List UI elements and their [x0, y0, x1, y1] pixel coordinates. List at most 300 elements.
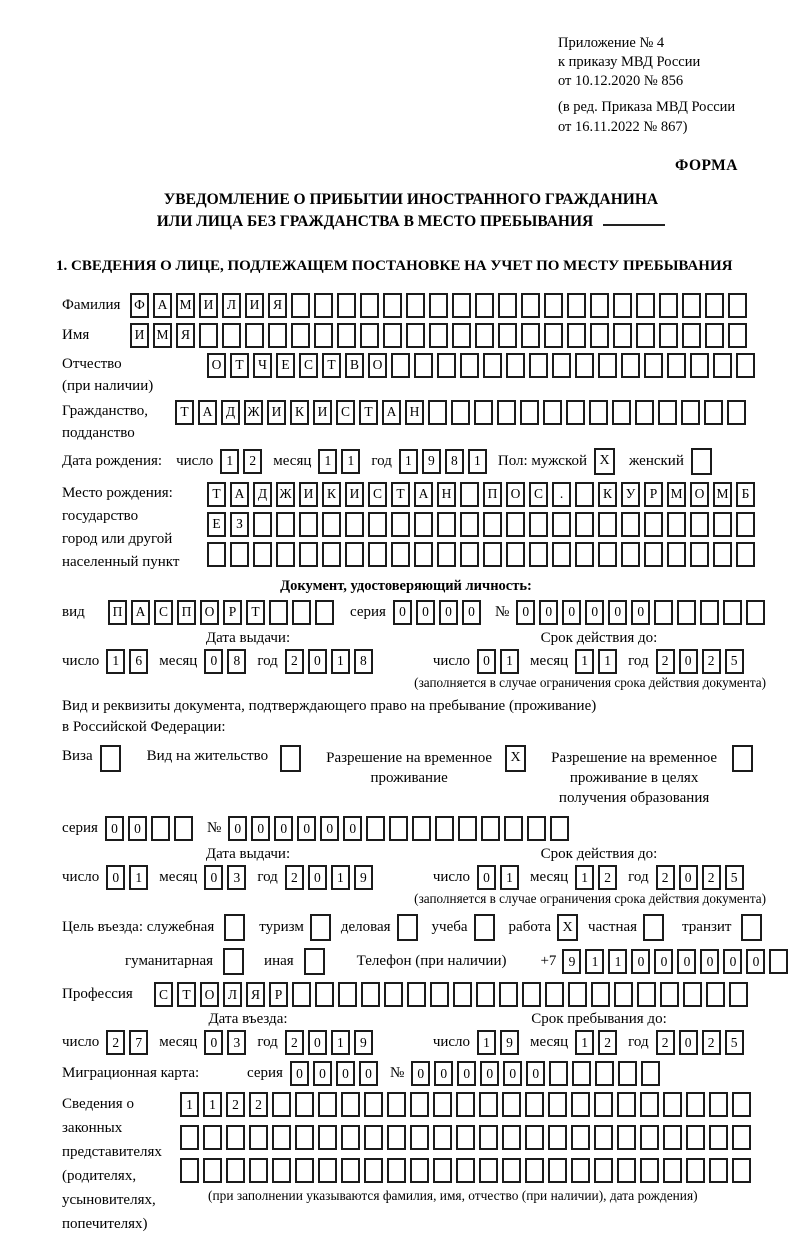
char-cell[interactable] — [621, 542, 640, 567]
char-cell[interactable]: 6 — [129, 649, 148, 674]
char-cell[interactable] — [663, 1092, 682, 1117]
char-cell[interactable]: А — [230, 482, 249, 507]
char-cell[interactable] — [269, 600, 288, 625]
char-cell[interactable]: Р — [269, 982, 288, 1007]
char-cell[interactable] — [525, 1092, 544, 1117]
char-cell[interactable]: 2 — [285, 865, 304, 890]
char-cell[interactable] — [180, 1125, 199, 1150]
char-cell[interactable]: М — [667, 482, 686, 507]
char-cell[interactable] — [682, 323, 701, 348]
char-cell[interactable] — [276, 542, 295, 567]
char-cell[interactable] — [318, 1125, 337, 1150]
char-cell[interactable]: 2 — [702, 1030, 721, 1055]
char-cell[interactable] — [435, 816, 454, 841]
char-cell[interactable]: 1 — [608, 949, 627, 974]
char-cell[interactable] — [522, 982, 541, 1007]
char-cell[interactable]: 1 — [106, 649, 125, 674]
char-cell[interactable] — [410, 1125, 429, 1150]
char-cell[interactable] — [567, 323, 586, 348]
char-cell[interactable] — [391, 512, 410, 537]
char-cell[interactable]: И — [130, 323, 149, 348]
char-cell[interactable]: А — [131, 600, 150, 625]
char-cell[interactable]: X — [557, 914, 578, 941]
char-cell[interactable] — [598, 542, 617, 567]
char-cell[interactable] — [736, 512, 755, 537]
char-cell[interactable] — [230, 542, 249, 567]
char-cell[interactable] — [690, 353, 709, 378]
char-cell[interactable] — [525, 1158, 544, 1183]
char-cell[interactable]: Ж — [276, 482, 295, 507]
char-cell[interactable] — [741, 914, 762, 941]
char-cell[interactable] — [315, 982, 334, 1007]
char-cell[interactable]: 0 — [343, 816, 362, 841]
char-cell[interactable] — [383, 323, 402, 348]
char-cell[interactable] — [456, 1158, 475, 1183]
char-cell[interactable]: Я — [268, 293, 287, 318]
char-cell[interactable]: Е — [276, 353, 295, 378]
char-cell[interactable] — [613, 293, 632, 318]
char-cell[interactable] — [383, 293, 402, 318]
char-cell[interactable]: 0 — [477, 865, 496, 890]
char-cell[interactable]: 0 — [700, 949, 719, 974]
char-cell[interactable]: 2 — [656, 649, 675, 674]
char-cell[interactable] — [314, 293, 333, 318]
char-cell[interactable] — [502, 1125, 521, 1150]
char-cell[interactable]: 0 — [308, 865, 327, 890]
char-cell[interactable]: 0 — [204, 1030, 223, 1055]
char-cell[interactable]: И — [199, 293, 218, 318]
char-cell[interactable]: 1 — [129, 865, 148, 890]
char-cell[interactable]: С — [299, 353, 318, 378]
char-cell[interactable]: Я — [246, 982, 265, 1007]
char-cell[interactable] — [686, 1158, 705, 1183]
char-cell[interactable] — [617, 1092, 636, 1117]
char-cell[interactable]: Ж — [244, 400, 263, 425]
char-cell[interactable]: 1 — [575, 865, 594, 890]
char-cell[interactable]: К — [290, 400, 309, 425]
char-cell[interactable] — [640, 1092, 659, 1117]
char-cell[interactable] — [476, 982, 495, 1007]
char-cell[interactable] — [643, 914, 664, 941]
char-cell[interactable] — [728, 323, 747, 348]
char-cell[interactable] — [345, 512, 364, 537]
char-cell[interactable] — [391, 542, 410, 567]
char-cell[interactable] — [502, 1158, 521, 1183]
char-cell[interactable] — [663, 1125, 682, 1150]
char-cell[interactable] — [641, 1061, 660, 1086]
char-cell[interactable] — [504, 816, 523, 841]
char-cell[interactable]: 1 — [477, 1030, 496, 1055]
char-cell[interactable]: И — [299, 482, 318, 507]
char-cell[interactable] — [318, 1158, 337, 1183]
char-cell[interactable] — [644, 353, 663, 378]
char-cell[interactable] — [295, 1158, 314, 1183]
char-cell[interactable] — [728, 293, 747, 318]
char-cell[interactable] — [364, 1092, 383, 1117]
char-cell[interactable] — [292, 600, 311, 625]
char-cell[interactable] — [635, 400, 654, 425]
char-cell[interactable] — [479, 1125, 498, 1150]
char-cell[interactable]: 2 — [656, 865, 675, 890]
char-cell[interactable] — [460, 353, 479, 378]
char-cell[interactable] — [304, 948, 325, 975]
char-cell[interactable] — [691, 448, 712, 475]
char-cell[interactable]: Т — [391, 482, 410, 507]
char-cell[interactable] — [575, 482, 594, 507]
char-cell[interactable] — [223, 948, 244, 975]
char-cell[interactable] — [268, 323, 287, 348]
char-cell[interactable]: 5 — [725, 649, 744, 674]
char-cell[interactable] — [226, 1125, 245, 1150]
char-cell[interactable] — [389, 816, 408, 841]
char-cell[interactable]: 1 — [220, 449, 239, 474]
char-cell[interactable] — [502, 1092, 521, 1117]
char-cell[interactable] — [525, 1125, 544, 1150]
char-cell[interactable]: 0 — [723, 949, 742, 974]
char-cell[interactable] — [199, 323, 218, 348]
char-cell[interactable]: 5 — [725, 865, 744, 890]
char-cell[interactable] — [640, 1158, 659, 1183]
char-cell[interactable] — [618, 1061, 637, 1086]
char-cell[interactable]: 0 — [608, 600, 627, 625]
char-cell[interactable]: Д — [221, 400, 240, 425]
char-cell[interactable] — [430, 982, 449, 1007]
char-cell[interactable]: 1 — [341, 449, 360, 474]
char-cell[interactable] — [729, 982, 748, 1007]
char-cell[interactable] — [550, 816, 569, 841]
char-cell[interactable]: 0 — [274, 816, 293, 841]
char-cell[interactable]: 0 — [631, 949, 650, 974]
char-cell[interactable] — [483, 542, 502, 567]
char-cell[interactable] — [207, 542, 226, 567]
char-cell[interactable] — [474, 914, 495, 941]
char-cell[interactable]: 2 — [656, 1030, 675, 1055]
char-cell[interactable]: 9 — [354, 865, 373, 890]
char-cell[interactable] — [337, 323, 356, 348]
char-cell[interactable] — [595, 1061, 614, 1086]
char-cell[interactable]: 1 — [500, 649, 519, 674]
char-cell[interactable] — [391, 353, 410, 378]
char-cell[interactable]: 1 — [575, 649, 594, 674]
char-cell[interactable] — [406, 323, 425, 348]
char-cell[interactable] — [364, 1158, 383, 1183]
char-cell[interactable] — [705, 323, 724, 348]
char-cell[interactable]: 0 — [251, 816, 270, 841]
char-cell[interactable] — [474, 400, 493, 425]
char-cell[interactable]: 0 — [204, 649, 223, 674]
char-cell[interactable] — [174, 816, 193, 841]
char-cell[interactable]: З — [230, 512, 249, 537]
char-cell[interactable] — [686, 1125, 705, 1150]
char-cell[interactable] — [406, 293, 425, 318]
char-cell[interactable] — [272, 1158, 291, 1183]
char-cell[interactable]: . — [552, 482, 571, 507]
char-cell[interactable] — [338, 982, 357, 1007]
char-cell[interactable] — [452, 323, 471, 348]
char-cell[interactable] — [594, 1125, 613, 1150]
char-cell[interactable] — [660, 982, 679, 1007]
char-cell[interactable] — [341, 1092, 360, 1117]
char-cell[interactable] — [732, 745, 753, 772]
char-cell[interactable]: В — [345, 353, 364, 378]
char-cell[interactable] — [545, 982, 564, 1007]
char-cell[interactable] — [151, 816, 170, 841]
char-cell[interactable]: 3 — [227, 1030, 246, 1055]
char-cell[interactable]: Н — [437, 482, 456, 507]
char-cell[interactable] — [571, 1092, 590, 1117]
char-cell[interactable]: П — [483, 482, 502, 507]
char-cell[interactable] — [529, 353, 548, 378]
char-cell[interactable] — [429, 323, 448, 348]
char-cell[interactable] — [527, 816, 546, 841]
char-cell[interactable]: 0 — [228, 816, 247, 841]
char-cell[interactable] — [452, 293, 471, 318]
char-cell[interactable] — [249, 1158, 268, 1183]
char-cell[interactable]: К — [322, 482, 341, 507]
char-cell[interactable] — [414, 542, 433, 567]
char-cell[interactable] — [499, 982, 518, 1007]
char-cell[interactable]: 0 — [526, 1061, 545, 1086]
char-cell[interactable] — [410, 1092, 429, 1117]
char-cell[interactable]: 2 — [106, 1030, 125, 1055]
char-cell[interactable]: И — [313, 400, 332, 425]
char-cell[interactable]: Т — [230, 353, 249, 378]
char-cell[interactable] — [552, 542, 571, 567]
char-cell[interactable]: Д — [253, 482, 272, 507]
char-cell[interactable] — [746, 600, 765, 625]
char-cell[interactable]: Л — [222, 293, 241, 318]
char-cell[interactable]: 0 — [654, 949, 673, 974]
char-cell[interactable]: 9 — [422, 449, 441, 474]
char-cell[interactable] — [453, 982, 472, 1007]
char-cell[interactable] — [180, 1158, 199, 1183]
char-cell[interactable] — [640, 1125, 659, 1150]
char-cell[interactable]: 5 — [725, 1030, 744, 1055]
char-cell[interactable]: Н — [405, 400, 424, 425]
char-cell[interactable] — [677, 600, 696, 625]
char-cell[interactable] — [544, 293, 563, 318]
char-cell[interactable] — [361, 982, 380, 1007]
char-cell[interactable] — [612, 400, 631, 425]
char-cell[interactable]: 0 — [297, 816, 316, 841]
char-cell[interactable]: 1 — [468, 449, 487, 474]
char-cell[interactable] — [291, 323, 310, 348]
char-cell[interactable] — [506, 512, 525, 537]
char-cell[interactable]: 2 — [249, 1092, 268, 1117]
char-cell[interactable] — [498, 323, 517, 348]
char-cell[interactable] — [295, 1092, 314, 1117]
char-cell[interactable] — [433, 1092, 452, 1117]
char-cell[interactable] — [384, 982, 403, 1007]
char-cell[interactable] — [314, 323, 333, 348]
char-cell[interactable] — [568, 982, 587, 1007]
char-cell[interactable]: X — [505, 745, 526, 772]
char-cell[interactable]: Т — [359, 400, 378, 425]
char-cell[interactable]: 0 — [416, 600, 435, 625]
char-cell[interactable]: 0 — [313, 1061, 332, 1086]
char-cell[interactable]: 2 — [285, 649, 304, 674]
char-cell[interactable] — [310, 914, 331, 941]
char-cell[interactable] — [451, 400, 470, 425]
char-cell[interactable] — [253, 542, 272, 567]
char-cell[interactable] — [387, 1092, 406, 1117]
char-cell[interactable]: С — [336, 400, 355, 425]
char-cell[interactable]: 0 — [462, 600, 481, 625]
char-cell[interactable] — [460, 542, 479, 567]
char-cell[interactable] — [590, 293, 609, 318]
char-cell[interactable] — [479, 1158, 498, 1183]
char-cell[interactable] — [552, 353, 571, 378]
char-cell[interactable] — [705, 293, 724, 318]
char-cell[interactable]: 0 — [562, 600, 581, 625]
char-cell[interactable]: 8 — [354, 649, 373, 674]
char-cell[interactable] — [360, 323, 379, 348]
char-cell[interactable]: 1 — [331, 865, 350, 890]
char-cell[interactable] — [322, 542, 341, 567]
char-cell[interactable]: О — [506, 482, 525, 507]
char-cell[interactable]: Т — [177, 982, 196, 1007]
char-cell[interactable]: 1 — [180, 1092, 199, 1117]
char-cell[interactable] — [667, 512, 686, 537]
char-cell[interactable] — [410, 1158, 429, 1183]
char-cell[interactable] — [713, 353, 732, 378]
char-cell[interactable] — [594, 1158, 613, 1183]
char-cell[interactable] — [713, 542, 732, 567]
char-cell[interactable] — [498, 293, 517, 318]
char-cell[interactable]: 0 — [128, 816, 147, 841]
char-cell[interactable] — [663, 1158, 682, 1183]
char-cell[interactable]: 0 — [677, 949, 696, 974]
char-cell[interactable]: А — [414, 482, 433, 507]
char-cell[interactable] — [407, 982, 426, 1007]
char-cell[interactable]: К — [598, 482, 617, 507]
char-cell[interactable] — [360, 293, 379, 318]
char-cell[interactable]: 0 — [516, 600, 535, 625]
char-cell[interactable] — [658, 400, 677, 425]
char-cell[interactable] — [475, 293, 494, 318]
char-cell[interactable] — [727, 400, 746, 425]
char-cell[interactable] — [621, 512, 640, 537]
char-cell[interactable] — [617, 1125, 636, 1150]
char-cell[interactable] — [636, 323, 655, 348]
char-cell[interactable] — [571, 1158, 590, 1183]
char-cell[interactable] — [683, 982, 702, 1007]
char-cell[interactable] — [253, 512, 272, 537]
char-cell[interactable] — [654, 600, 673, 625]
char-cell[interactable]: Я — [176, 323, 195, 348]
char-cell[interactable]: 0 — [439, 600, 458, 625]
char-cell[interactable]: 2 — [598, 865, 617, 890]
char-cell[interactable] — [429, 293, 448, 318]
char-cell[interactable] — [682, 293, 701, 318]
char-cell[interactable] — [458, 816, 477, 841]
char-cell[interactable] — [387, 1125, 406, 1150]
char-cell[interactable] — [566, 400, 585, 425]
char-cell[interactable] — [497, 400, 516, 425]
char-cell[interactable] — [575, 353, 594, 378]
char-cell[interactable]: 8 — [445, 449, 464, 474]
char-cell[interactable] — [203, 1158, 222, 1183]
char-cell[interactable]: 0 — [539, 600, 558, 625]
char-cell[interactable] — [567, 293, 586, 318]
char-cell[interactable]: 0 — [393, 600, 412, 625]
char-cell[interactable]: 9 — [500, 1030, 519, 1055]
char-cell[interactable] — [686, 1092, 705, 1117]
char-cell[interactable]: У — [621, 482, 640, 507]
char-cell[interactable]: И — [267, 400, 286, 425]
char-cell[interactable] — [594, 1092, 613, 1117]
char-cell[interactable]: X — [594, 448, 615, 475]
char-cell[interactable] — [667, 353, 686, 378]
char-cell[interactable] — [437, 542, 456, 567]
char-cell[interactable] — [433, 1125, 452, 1150]
char-cell[interactable]: 0 — [411, 1061, 430, 1086]
char-cell[interactable]: О — [207, 353, 226, 378]
char-cell[interactable] — [295, 1125, 314, 1150]
char-cell[interactable] — [709, 1158, 728, 1183]
char-cell[interactable] — [226, 1158, 245, 1183]
char-cell[interactable] — [341, 1158, 360, 1183]
char-cell[interactable] — [589, 400, 608, 425]
char-cell[interactable] — [506, 353, 525, 378]
char-cell[interactable] — [437, 353, 456, 378]
char-cell[interactable] — [364, 1125, 383, 1150]
char-cell[interactable]: 0 — [290, 1061, 309, 1086]
char-cell[interactable]: 0 — [480, 1061, 499, 1086]
char-cell[interactable]: С — [529, 482, 548, 507]
char-cell[interactable]: М — [713, 482, 732, 507]
char-cell[interactable]: 0 — [679, 865, 698, 890]
char-cell[interactable] — [428, 400, 447, 425]
char-cell[interactable]: 1 — [331, 1030, 350, 1055]
char-cell[interactable] — [437, 512, 456, 537]
char-cell[interactable] — [456, 1125, 475, 1150]
char-cell[interactable]: 2 — [702, 649, 721, 674]
char-cell[interactable] — [414, 353, 433, 378]
char-cell[interactable]: 0 — [477, 649, 496, 674]
char-cell[interactable]: 9 — [354, 1030, 373, 1055]
char-cell[interactable] — [590, 323, 609, 348]
char-cell[interactable] — [460, 482, 479, 507]
char-cell[interactable] — [706, 982, 725, 1007]
char-cell[interactable] — [475, 323, 494, 348]
char-cell[interactable] — [709, 1092, 728, 1117]
char-cell[interactable] — [571, 1125, 590, 1150]
char-cell[interactable]: 0 — [308, 649, 327, 674]
char-cell[interactable] — [549, 1061, 568, 1086]
char-cell[interactable] — [659, 323, 678, 348]
char-cell[interactable] — [318, 1092, 337, 1117]
char-cell[interactable] — [614, 982, 633, 1007]
char-cell[interactable] — [520, 400, 539, 425]
char-cell[interactable] — [368, 512, 387, 537]
char-cell[interactable]: А — [198, 400, 217, 425]
char-cell[interactable] — [456, 1092, 475, 1117]
char-cell[interactable] — [479, 1092, 498, 1117]
char-cell[interactable]: 1 — [598, 649, 617, 674]
char-cell[interactable] — [483, 512, 502, 537]
char-cell[interactable]: 0 — [336, 1061, 355, 1086]
char-cell[interactable] — [412, 816, 431, 841]
char-cell[interactable] — [598, 353, 617, 378]
char-cell[interactable] — [700, 600, 719, 625]
char-cell[interactable]: 8 — [227, 649, 246, 674]
char-cell[interactable] — [552, 512, 571, 537]
char-cell[interactable]: 0 — [359, 1061, 378, 1086]
char-cell[interactable]: 1 — [399, 449, 418, 474]
char-cell[interactable] — [414, 512, 433, 537]
char-cell[interactable]: С — [154, 982, 173, 1007]
